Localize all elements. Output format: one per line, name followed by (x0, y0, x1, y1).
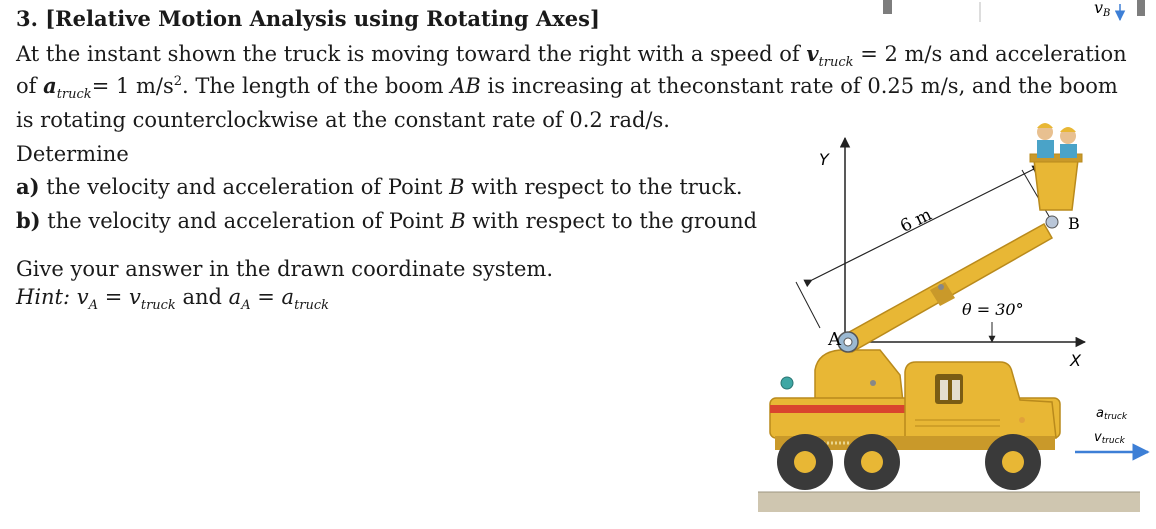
part-a-point: B (449, 175, 465, 199)
answer-note: Give your answer in the drawn coordinate system. (16, 257, 554, 281)
bolt (870, 380, 876, 386)
hint-vt-sym: v (128, 285, 141, 309)
dimension-extension-a (796, 282, 820, 328)
worker-1-body (1037, 140, 1054, 158)
angle-label: θ = 30° (962, 300, 1024, 319)
point-a-label: A (828, 329, 841, 350)
v-truck-label: vtruck (1094, 430, 1125, 446)
line2-a-value: = 1 m/s (91, 74, 174, 98)
worker-2-body (1060, 144, 1077, 158)
hint-and: and (175, 285, 229, 309)
a-truck-label: atruck (1096, 406, 1128, 422)
a-truck-symbol: a (43, 73, 57, 98)
boom-pin (938, 284, 944, 290)
a-truck-sub: truck (56, 87, 92, 103)
rear-light (781, 377, 793, 389)
bucket (1034, 160, 1078, 210)
line1-value: = 2 m/s and acceleration (853, 42, 1127, 66)
part-a-post: with respect to the truck. (464, 175, 743, 199)
boom-length-label: 6 m (897, 204, 936, 237)
hint-va-sub: A (88, 298, 99, 314)
vb-label: vB (1094, 0, 1111, 19)
boom-ab-label: AB (450, 74, 481, 98)
cab-window-glare-2 (952, 380, 960, 400)
line2-pre: of (16, 74, 44, 98)
y-axis-label: Y (819, 150, 829, 169)
problem-line-3: is rotating counterclockwise at the constant rate of 0.2 rad/s. (16, 108, 670, 132)
hub-rear-2 (861, 451, 883, 473)
hint-aa-sub: A (241, 298, 251, 314)
front-light (1019, 417, 1025, 423)
worker-1-helmet (1037, 123, 1053, 128)
part-a-label: a) (16, 174, 40, 199)
ground (758, 492, 1140, 512)
part-b-label: b) (16, 208, 41, 233)
hint-at-sub: truck (294, 298, 330, 314)
part-b-post: with respect to the ground (465, 209, 758, 233)
part-a-pre: the velocity and acceleration of Point (39, 175, 450, 199)
line2-post: is increasing at theconstant rate of 0.25 m/s, and the boom (480, 74, 1118, 98)
pivot-a-center (844, 338, 852, 346)
part-b-point: B (450, 209, 466, 233)
hint-aa-sym: a (228, 285, 242, 309)
part-b-pre: the velocity and acceleration of Point (40, 209, 451, 233)
hub-front (1002, 451, 1024, 473)
determine-label: Determine (16, 142, 129, 166)
hub-rear-1 (794, 451, 816, 473)
hint-vt-sub: truck (140, 298, 176, 314)
cab-window-glare-1 (940, 380, 948, 400)
boom (838, 154, 1082, 352)
fragment-bar-left (883, 0, 892, 14)
point-b-marker (1046, 216, 1058, 228)
worker-2-helmet (1060, 127, 1076, 132)
x-axis-label: X (1070, 351, 1081, 370)
line2-a-sup: 2 (173, 74, 183, 89)
v-truck-sub: truck (818, 55, 854, 71)
line1-pre: At the instant shown the truck is moving toward the right with a speed of (16, 42, 807, 66)
problem-title: 3. [Relative Motion Analysis using Rotating Axes] (16, 6, 600, 31)
v-truck-symbol: v (806, 41, 819, 66)
workers (1037, 123, 1077, 158)
hint-eq2: = (250, 285, 282, 309)
point-b-label: B (1068, 214, 1080, 233)
hint-at-sym: a (281, 285, 295, 309)
line2-mid: . The length of the boom (182, 74, 451, 98)
hint-va-sym: v (76, 285, 89, 309)
top-fragment (883, 0, 1145, 22)
hint-label: Hint: (16, 285, 77, 309)
truck-red-stripe (770, 405, 920, 413)
fragment-bar-right (1137, 0, 1145, 16)
hint-eq1: = (98, 285, 129, 309)
